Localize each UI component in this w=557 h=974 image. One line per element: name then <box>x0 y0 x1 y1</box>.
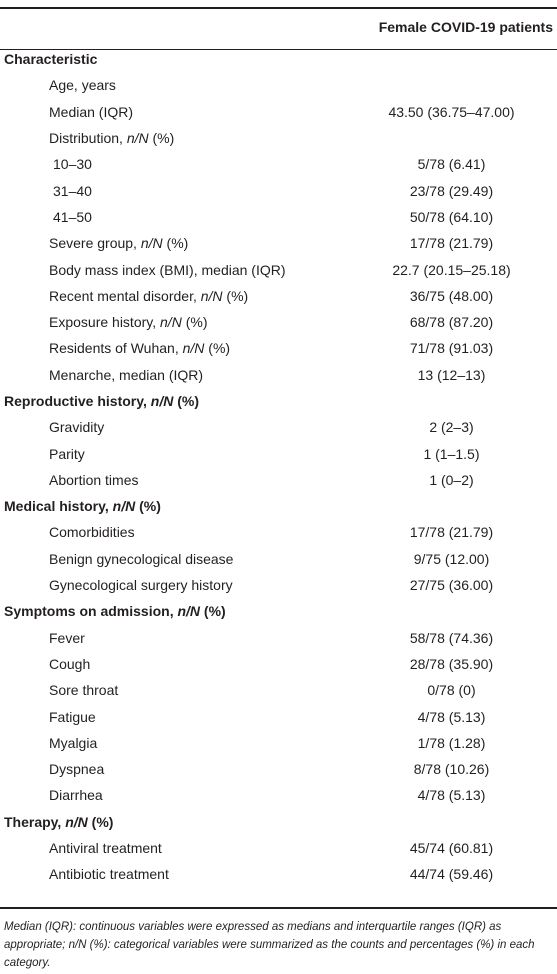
row-label: Diarrhea <box>49 787 103 804</box>
section-label: Symptoms on admission, n/N (%) <box>4 603 226 620</box>
row-value: 8/78 (10.26) <box>413 761 490 778</box>
row-value: 58/78 (74.36) <box>409 629 494 646</box>
row-label: Fatigue <box>49 708 96 725</box>
row-value: 4/78 (5.13) <box>417 708 486 725</box>
row-value <box>322 46 557 72</box>
row-value: 27/75 (36.00) <box>409 577 494 594</box>
row-label: Cough <box>49 655 91 672</box>
row-value: 50/78 (64.10) <box>409 208 494 225</box>
section-row <box>0 388 557 414</box>
row-label: Exposure history, n/N (%) <box>49 314 208 331</box>
table-body <box>0 46 557 888</box>
row-value: 43.50 (36.75–47.00) <box>388 103 515 120</box>
row-value <box>322 72 557 98</box>
row-label: Severe group, n/N (%) <box>49 235 189 252</box>
characteristics-table <box>0 9 557 888</box>
row-label: Age, years <box>49 77 116 94</box>
table-row <box>0 677 557 703</box>
table-row <box>0 756 557 782</box>
row-label: Gravidity <box>49 419 105 436</box>
table-row <box>0 256 557 282</box>
table-row <box>0 72 557 98</box>
table-row <box>0 177 557 203</box>
table-row <box>0 625 557 651</box>
table-row <box>0 519 557 545</box>
section-label: Characteristic <box>4 51 98 68</box>
section-row <box>0 598 557 624</box>
row-value: 71/78 (91.03) <box>409 340 494 357</box>
table-row <box>0 572 557 598</box>
table-row <box>0 651 557 677</box>
section-row <box>0 493 557 519</box>
header-col-2: Female COVID-19 patients <box>378 18 553 35</box>
row-label: Antiviral treatment <box>49 840 162 857</box>
row-value: 0/78 (0) <box>427 682 476 699</box>
row-label: Comorbidities <box>49 524 135 541</box>
row-label: Myalgia <box>49 734 98 751</box>
table-row <box>0 546 557 572</box>
row-label: Residents of Wuhan, n/N (%) <box>49 340 231 357</box>
table-row <box>0 283 557 309</box>
table-header-row <box>0 9 557 46</box>
table-row <box>0 440 557 466</box>
row-value: 17/78 (21.79) <box>409 524 494 541</box>
row-value: 1/78 (1.28) <box>417 734 486 751</box>
header-col-1 <box>0 9 322 46</box>
row-label: 10–30 <box>53 156 92 173</box>
row-value <box>322 598 557 624</box>
row-value: 9/75 (12.00) <box>413 550 490 567</box>
row-label: 31–40 <box>53 182 92 199</box>
row-value: 44/74 (59.46) <box>409 866 494 883</box>
section-label: Reproductive history, n/N (%) <box>4 393 200 409</box>
row-label: 41–50 <box>53 208 92 225</box>
table-row <box>0 125 557 151</box>
table-row <box>0 309 557 335</box>
table-row <box>0 99 557 125</box>
footnote: Median (IQR): continuous variables were expressed as medians and interquartile ranges (IQR) as appropriate; n/N (%): categorical variables were summarized as the counts and percentages (%) in each category. <box>4 921 535 969</box>
row-label: Fever <box>49 629 85 646</box>
row-label: Distribution, n/N (%) <box>49 130 175 147</box>
table-row <box>0 861 557 887</box>
row-value: 4/78 (5.13) <box>417 787 486 804</box>
row-value: 68/78 (87.20) <box>409 314 494 331</box>
table-row <box>0 782 557 808</box>
table-row <box>0 730 557 756</box>
table-row <box>0 467 557 493</box>
row-label: Body mass index (BMI), median (IQR) <box>49 261 286 278</box>
row-label: Recent mental disorder, n/N (%) <box>49 287 249 304</box>
row-value: 13 (12–13) <box>417 366 486 383</box>
table-row <box>0 703 557 729</box>
table-row <box>0 362 557 388</box>
table-row <box>0 414 557 440</box>
row-value: 1 (0–2) <box>429 471 474 488</box>
row-value: 36/75 (48.00) <box>409 287 494 304</box>
row-value: 28/78 (35.90) <box>409 655 494 672</box>
row-value <box>322 388 557 414</box>
row-label: Abortion times <box>49 471 139 488</box>
section-row <box>0 809 557 835</box>
table-row <box>0 204 557 230</box>
section-row <box>0 46 557 72</box>
section-label: Medical history, n/N (%) <box>4 498 161 515</box>
row-value: 23/78 (29.49) <box>409 182 494 199</box>
row-label: Gynecological surgery history <box>49 577 233 594</box>
row-value: 5/78 (6.41) <box>417 156 486 173</box>
table-row <box>0 151 557 177</box>
section-label: Therapy, n/N (%) <box>4 813 114 830</box>
row-label: Benign gynecological disease <box>49 550 234 567</box>
row-value: 17/78 (21.79) <box>409 235 494 252</box>
table-row <box>0 835 557 861</box>
row-label: Parity <box>49 445 85 462</box>
bottom-rule <box>0 907 557 909</box>
table-row <box>0 335 557 361</box>
row-label: Menarche, median (IQR) <box>49 366 204 383</box>
row-value: 1 (1–1.5) <box>423 445 480 462</box>
row-label: Dyspnea <box>49 761 105 778</box>
row-label: Median (IQR) <box>49 103 134 120</box>
row-value <box>322 125 557 151</box>
row-value: 45/74 (60.81) <box>409 840 494 857</box>
row-label: Antibiotic treatment <box>49 866 169 883</box>
row-value: 22.7 (20.15–25.18) <box>392 261 511 278</box>
table-row <box>0 230 557 256</box>
row-value: 2 (2–3) <box>429 419 474 436</box>
row-value <box>322 809 557 835</box>
row-value <box>322 493 557 519</box>
row-label: Sore throat <box>49 682 119 699</box>
